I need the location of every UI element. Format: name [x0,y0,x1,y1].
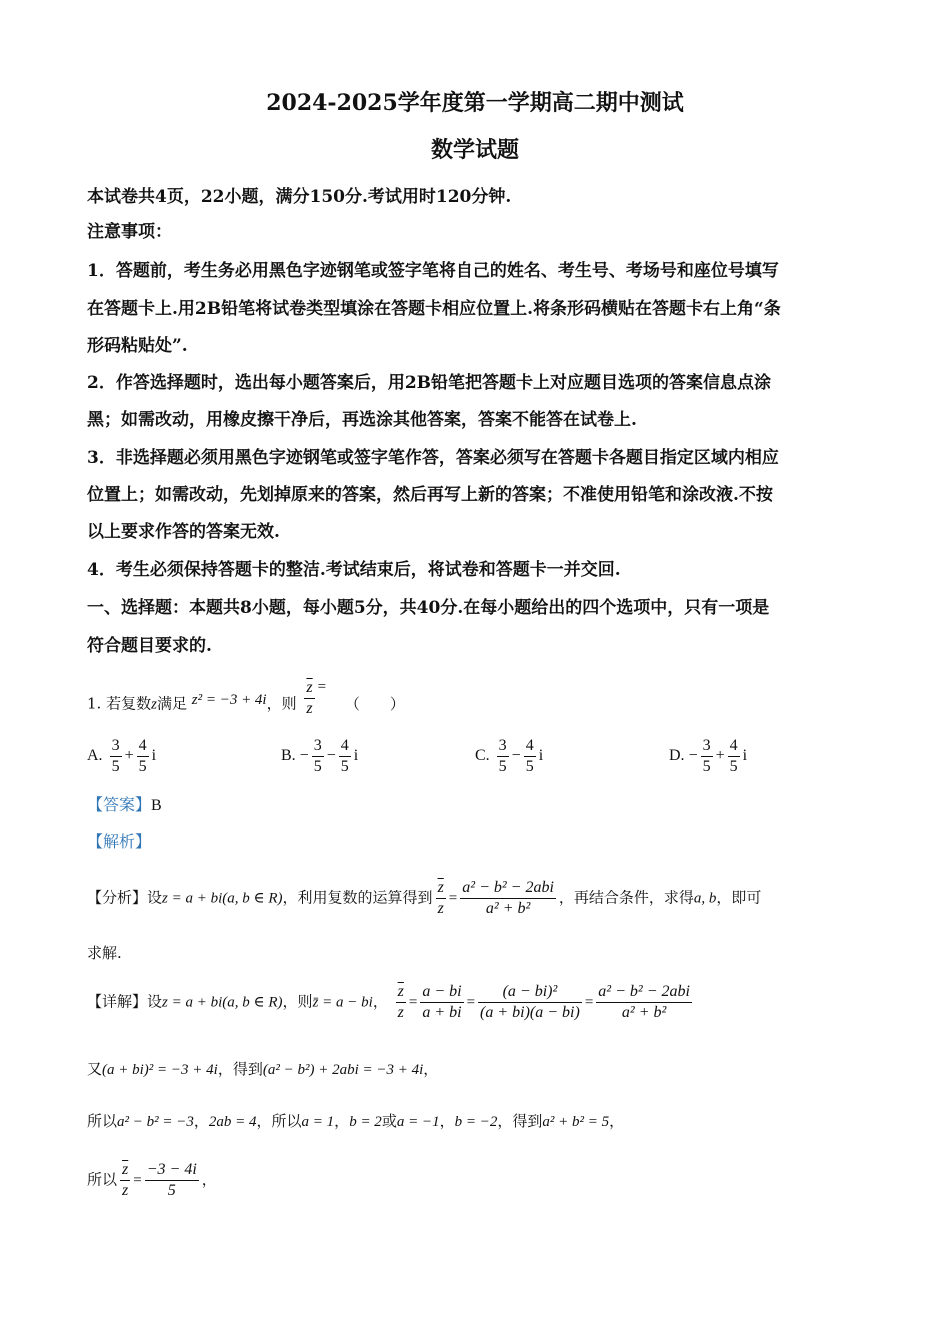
answer-line [87,792,162,815]
analysis-fraction: $\frac{\text{a² − b² − 2abi}}{\text{a² + b²}}$ [462,879,554,917]
exam-subtitle: 数学试题 [430,137,519,163]
detail-line-3: 所以a² − b² = −3，2ab = 4，所以a = 1，b = 2或a = −1，b = −2，得到a² + b² = 5， [87,1112,625,1130]
question-1-stem: 1. 若复数z满足 z² = −3 + 4i，则 $\frac{\overline{z}}{z}$ = （ ） [87,678,405,717]
option-b[interactable]: B. − $\frac{3}{5}$ − $\frac{4}{5}$ i [281,737,359,775]
detail-line-1: 【详解】设z = a + bi(a, b ∈ R)，则z̄ = a − bi， $\frac{\overline{z}}{z}$ = $\frac{a - bi}{a + bi}$ = $\frac{\text{(a − bi)²}}{(a + bi)(a - bi)}$ = $\frac{\text{a² − b² − 2abi}}{\text{a² + b²}}$ [87,983,690,1021]
notice-item-1-line-1: 1．答题前，考生务必用黑色字迹钢笔或签字笔将自己的姓名、考生号、考场号和座位号填写 [87,261,779,281]
notice-item-3-line-1: 3．非选择题必须用黑色字迹钢笔或签字笔作答，答案必须写在答题卡各题目指定区域内相应 [87,448,779,468]
question-1-zbar-over-z: $\frac{\overline{z}}{z}$ [306,679,313,717]
detail-line-2: 又(a + bi)² = −3 + 4i，得到(a² − b²) + 2abi = −3 + 4i， [87,1060,439,1078]
notice-item-3-line-3: 以上要求作答的答案无效. [87,522,280,542]
exam-title: 2024-2025学年度第一学期高二期中测试 [266,90,684,116]
section-1-heading-line-2: 符合题目要求的. [87,636,212,656]
notice-item-1-line-3: 形码粘贴处”. [87,336,188,356]
answer-tag: 【答案】 [87,795,152,814]
analysis-line-1: 【分析】设z = a + bi(a, b ∈ R)，利用复数的运算得到 $\frac{\overline{z}}{z}$ = $\frac{\text{a² − b² − 2abi}}{\text{a² + b²}}$ ，再结合条件，求得a, b，即可 [87,879,762,917]
option-a[interactable]: A. $\frac{3}{5}$ + $\frac{4}{5}$ i [87,737,157,775]
option-d[interactable]: D. − $\frac{3}{5}$ + $\frac{4}{5}$ i [669,737,748,775]
section-1-heading-line-1: 一、选择题：本题共8小题，每小题5分，共40分.在每小题给出的四个选项中，只有一项是 [87,598,770,618]
notice-item-2-line-1: 2．作答选择题时，选出每小题答案后，用2B铅笔把答题卡上对应题目选项的答案信息点涂 [87,373,772,393]
notice-item-1-line-2: 在答题卡上.用2B铅笔将试卷类型填涂在答题卡相应位置上.将条形码横贴在答题卡右上角“条 [87,299,781,319]
analysis-line-2: 求解. [87,944,122,962]
notice-item-3-line-2: 位置上；如需改动，先划掉原来的答案，然后再写上新的答案；不准使用铅笔和涂改液.不按 [87,485,773,505]
notice-intro: 本试卷共4页，22小题，满分150分.考试用时120分钟. [87,187,512,207]
analysis-tag: 【解析】 [87,832,152,851]
notice-heading: 注意事项： [87,222,172,242]
detail-line-4: 所以 $\frac{\overline{z}}{z}$ = $\frac{-3 - 4i}{5}$ ， [87,1161,217,1199]
option-c[interactable]: C. $\frac{3}{5}$ − $\frac{4}{5}$ i [475,737,544,775]
notice-item-2-line-2: 黑；如需改动，用橡皮擦干净后，再选涂其他答案，答案不能答在试卷上. [87,410,637,430]
question-1-condition: z² = −3 + 4i [191,691,267,708]
answer-value: B [151,797,162,814]
notice-item-4: 4．考生必须保持答题卡的整洁.考试结束后，将试卷和答题卡一并交回. [87,560,621,580]
